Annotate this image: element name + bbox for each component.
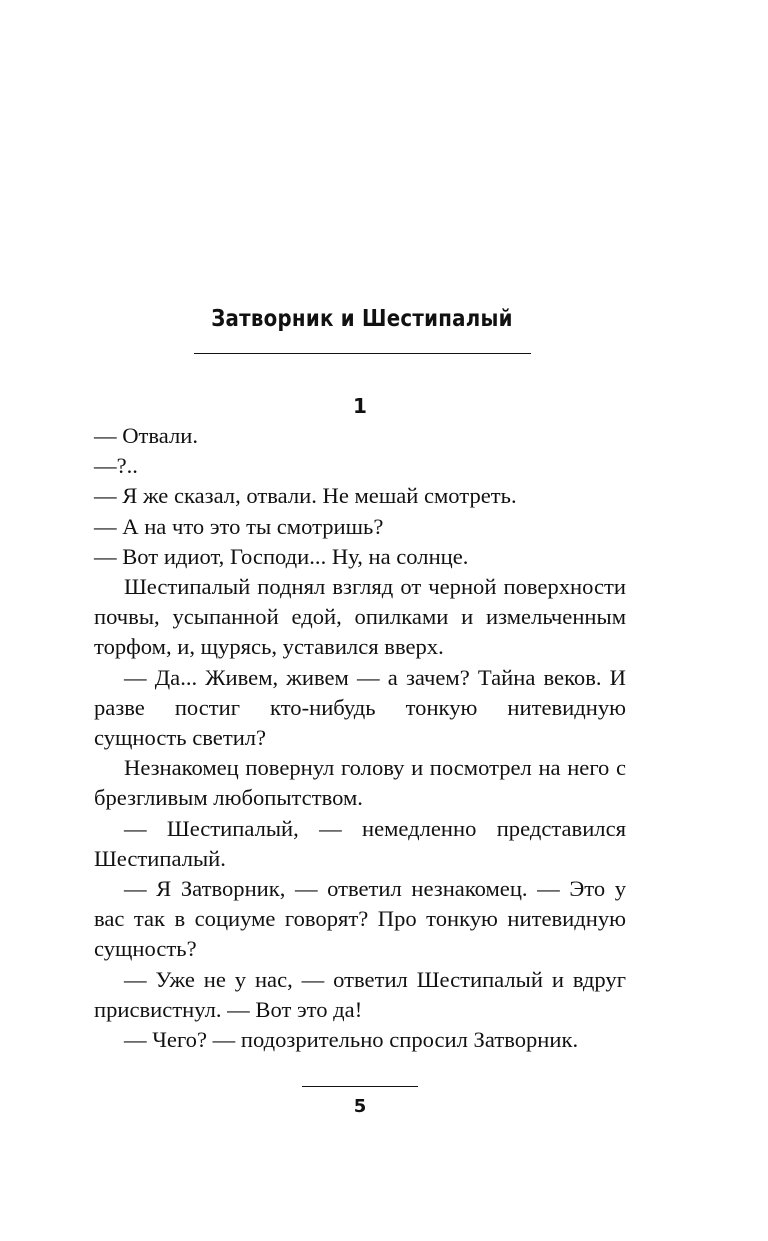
paragraph: Незнакомец повернул голову и посмотрел на него с брезгливым любопытством. [94, 755, 626, 811]
paragraph: — Отвали. [94, 423, 199, 448]
paragraph: — Вот идиот, Господи... Ну, на солнце. [94, 543, 469, 569]
title-divider [194, 353, 531, 354]
paragraph: — Шестипалый, — немедленно представился Шестипалый. [94, 815, 626, 871]
paragraph: — Да... Живем, живем — а зачем? Тайна веков. И разве постиг кто-нибудь тонкую нитевидную сущность светил? [94, 664, 626, 751]
paragraph: — Я Затворник, — ответил незнакомец. — Это у вас так в социуме говорят? Про тонкую нитевидную сущность? [94, 876, 626, 962]
paragraph: —?.. [94, 453, 138, 479]
paragraph: — Уже не у нас, — ответил Шестипалый и вдруг присвистнул. — Вот это да! [94, 966, 626, 1022]
body-text [94, 421, 626, 1055]
paragraph: Шестипалый поднял взгляд от черной поверхности почвы, усыпанной едой, опилками и измельченным торфом, и, щурясь, уставился вверх. [94, 574, 626, 660]
page-number: 5 [353, 1096, 367, 1117]
paragraph: — А на что это ты смотришь? [94, 513, 384, 539]
paragraph: — Чего? — подозрительно спросил Затворник. [124, 1027, 579, 1053]
footer-divider [302, 1086, 418, 1087]
paragraph: — Я же сказал, отвали. Не мешай смотреть. [94, 483, 517, 509]
chapter-number: 1 [353, 394, 367, 418]
chapter-title: Затворник и Шестипалый [211, 306, 513, 332]
